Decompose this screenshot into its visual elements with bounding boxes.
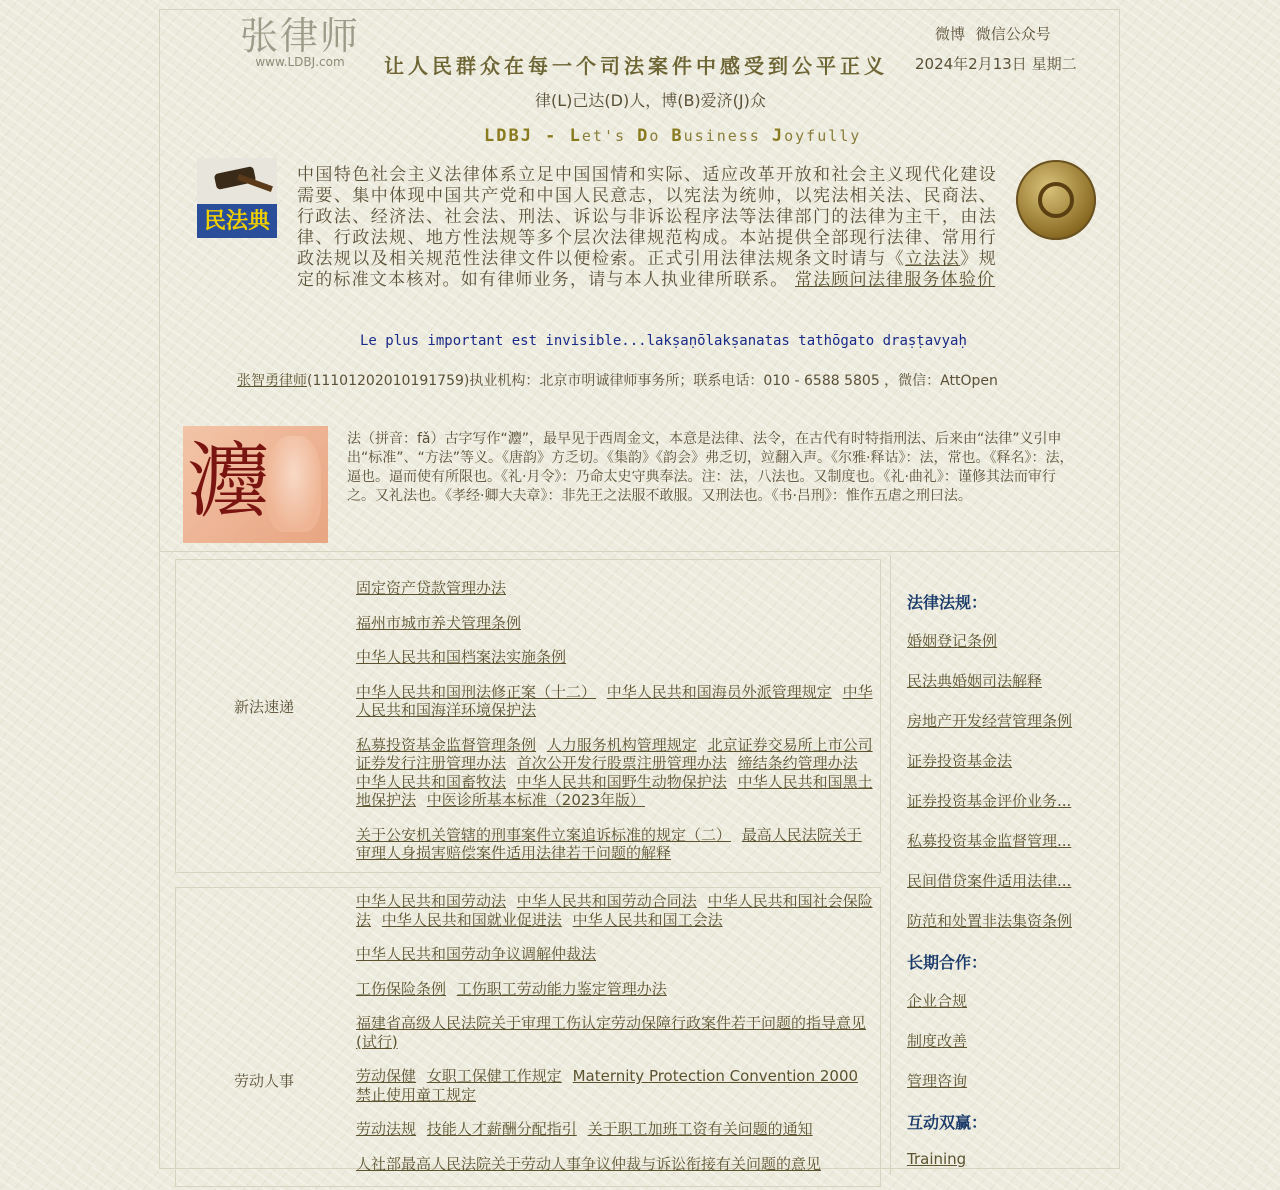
law-link[interactable]: 福州市城市养犬管理条例 — [356, 613, 522, 632]
law-link[interactable]: 女职工保健工作规定 — [426, 1067, 562, 1085]
link-paragraph — [356, 892, 876, 929]
lawyer-contact — [237, 370, 998, 390]
law-link[interactable]: 福建省高级人民法院关于审理工伤认定劳动保障行政案件若干问题的指导意见(试行) — [356, 1014, 867, 1051]
law-link[interactable]: 中华人民共和国野生动物保护法 — [516, 772, 727, 791]
sidebar-item[interactable] — [907, 830, 1107, 870]
sidebar-divider — [890, 555, 891, 1175]
ldbj-word: o — [649, 127, 672, 145]
ldbj-cap-l: L — [569, 126, 582, 146]
sidebar-heading: 长期合作： — [907, 953, 988, 972]
xiezhi-beast-icon — [267, 436, 321, 532]
sidebar-item[interactable] — [907, 670, 1107, 710]
logo-url: www.LDBJ.com — [255, 55, 345, 69]
sidebar-link[interactable]: 制度改善 — [907, 1032, 968, 1050]
site-motto: 律(L)己达(D)人，博(B)爱济(J)众 — [535, 91, 766, 110]
quote-text: Le plus important est invisible...lakṣaṇōlakṣanatas tathōgato draṣṭavyaḥ — [360, 333, 967, 349]
sidebar-item[interactable] — [907, 750, 1107, 790]
fa-definition: 法（拼音：fǎ）古字写作“灋”，最早见于西周金文，本意是法律、法令，在古代有时特指刑法、后来由“法律”义引申出“标准”、“方法”等义。《唐韵》方乏切。《集韵》《韵会》弗乏切，竝翻入声。《尔雅·释诂》：法，常也。《释名》：法，逼也。逼而使有所限也。《礼·月令》：乃命太史守典奉法。注：法，八法也。又制度也。《礼·曲礼》：谨修其法而审行之。又礼法也。《孝经·卿大夫章》：非先王之法服不敢服。又刑法也。《书·吕刑》：惟作五虐之刑曰法。 — [347, 431, 1074, 504]
link-paragraph — [356, 1155, 876, 1174]
sidebar-link[interactable]: Training — [907, 1150, 967, 1168]
link-paragraph — [356, 945, 876, 964]
ldbj-word: et's — [581, 127, 638, 145]
law-link[interactable]: 中华人民共和国海洋环境保护法 — [356, 682, 873, 719]
coin-center — [1038, 182, 1074, 218]
sidebar-item[interactable] — [907, 910, 1107, 950]
ldbj-word: oyfully — [784, 127, 862, 145]
site-logo[interactable] — [240, 14, 360, 69]
law-link[interactable]: 工伤职工劳动能力鉴定管理办法 — [456, 979, 667, 998]
law-link[interactable]: 中华人民共和国黑土地保护法 — [356, 772, 873, 809]
section-link-list — [356, 892, 876, 1189]
sidebar-item[interactable] — [907, 710, 1107, 750]
section-link-list — [356, 579, 876, 879]
sidebar-link[interactable]: 管理咨询 — [907, 1072, 968, 1090]
ldbj-word: usiness — [683, 127, 772, 145]
sidebar-link[interactable]: 房地产开发经营管理条例 — [907, 712, 1073, 730]
law-link[interactable]: 中华人民共和国档案法实施条例 — [356, 648, 567, 666]
law-link[interactable]: 关于公安机关管辖的刑事案件立案追诉标准的规定（二） — [356, 825, 732, 844]
intro-text: 中国特色社会主义法律体系立足中国国情和实际、适应改革开放和社会主义现代化建设需要、集中体现中国共产党和中国人民意志，以宪法为统帅，以宪法相关法、民商法、行政法、经济法、社会法、刑法、诉讼与非诉讼程序法等法律部门的法律为主干，由法律、行政法规、地方性法规等多个层次法律规范构成。本站提供全部现行法律、常用行政法规以及相关规范性法律文件以便检索。正式引用法律法规条文时请与《 — [297, 165, 997, 269]
law-link[interactable]: 最高人民法院关于审理人身损害赔偿案件适用法律若干问题的解释 — [356, 825, 862, 862]
law-link[interactable]: 中华人民共和国社会保险法 — [356, 892, 873, 929]
sidebar-item[interactable] — [907, 630, 1107, 670]
sidebar — [907, 590, 1107, 1190]
coin-emblem-icon — [1016, 160, 1096, 240]
divider — [159, 551, 1120, 552]
sidebar-item[interactable] — [907, 870, 1107, 910]
sidebar-link[interactable]: 防范和处置非法集资条例 — [907, 912, 1073, 930]
current-date: 2024年2月13日 星期二 — [915, 55, 1077, 73]
link-paragraph — [356, 648, 876, 667]
law-link[interactable]: 中华人民共和国就业促进法 — [381, 910, 562, 929]
law-link[interactable]: 首次公开发行股票注册管理办法 — [516, 754, 727, 772]
law-link[interactable]: 缔结条约管理办法 — [737, 754, 858, 772]
law-link[interactable]: 中华人民共和国畜牧法 — [356, 772, 507, 791]
law-link[interactable]: 固定资产贷款管理办法 — [356, 579, 507, 597]
link-paragraph — [356, 1014, 876, 1051]
civil-code-label: 民法典 — [197, 204, 277, 238]
link-paragraph — [356, 614, 876, 633]
sidebar-item — [907, 590, 1107, 630]
sidebar-heading: 互动双赢： — [907, 1113, 988, 1132]
legal-advisor-service-link[interactable]: 常法顾问法律服务体验价 — [795, 270, 996, 290]
contact-details: (11101202010191759)执业机构：北京市明诚律师事务所；联系电话：010 - 6588 5805 ，微信：AttOpen — [307, 373, 998, 389]
sidebar-item[interactable] — [907, 1150, 1107, 1190]
ldbj-cap-d: D — [637, 126, 650, 146]
law-link[interactable]: 北京证券交易所上市公司证券发行注册管理办法 — [356, 735, 873, 772]
section-label: 劳动人事 — [234, 1072, 295, 1090]
sidebar-link[interactable]: 证券投资基金评价业务... — [907, 792, 1072, 810]
law-link[interactable]: 中华人民共和国劳动法 — [356, 892, 507, 910]
ldbj-tagline — [484, 126, 861, 146]
sidebar-link[interactable]: 婚姻登记条例 — [907, 632, 998, 650]
fa-ancient-char: 灋 — [187, 434, 270, 529]
law-link[interactable]: 禁止使用童工规定 — [356, 1085, 477, 1104]
sidebar-link[interactable]: 企业合规 — [907, 992, 968, 1010]
law-link[interactable]: 中华人民共和国海员外派管理规定 — [606, 682, 832, 701]
law-link[interactable]: 中华人民共和国工会法 — [572, 910, 723, 929]
law-link[interactable]: 私募投资基金监督管理条例 — [356, 735, 537, 754]
law-link[interactable]: 关于职工加班工资有关问题的通知 — [587, 1120, 813, 1138]
link-paragraph — [356, 579, 876, 598]
law-link[interactable]: 中华人民共和国劳动争议调解仲裁法 — [356, 945, 597, 963]
law-link[interactable]: 人力服务机构管理规定 — [546, 735, 697, 754]
law-link[interactable]: 技能人才薪酬分配指引 — [426, 1120, 577, 1138]
sidebar-link[interactable]: 证券投资基金法 — [907, 752, 1013, 770]
link-paragraph — [356, 980, 876, 999]
fa-character-image — [183, 426, 328, 543]
link-paragraph — [356, 736, 876, 810]
civil-code-badge[interactable] — [197, 158, 277, 238]
sidebar-item — [907, 1110, 1107, 1150]
law-link[interactable]: 中华人民共和国刑法修正案（十二） — [356, 682, 597, 701]
ldbj-prefix: LDBJ - — [484, 126, 570, 146]
sidebar-link[interactable]: 民间借贷案件适用法律... — [907, 872, 1072, 890]
weibo-link[interactable]: 微博 — [935, 25, 966, 43]
section-new-laws — [175, 559, 881, 873]
law-link[interactable]: 劳动法规 — [356, 1120, 417, 1138]
sidebar-link[interactable]: 私募投资基金监督管理... — [907, 832, 1072, 850]
link-paragraph — [356, 1120, 876, 1139]
link-paragraph — [356, 826, 876, 863]
link-paragraph — [356, 683, 876, 720]
section-label: 新法速递 — [234, 698, 295, 716]
sidebar-item[interactable] — [907, 790, 1107, 830]
law-link[interactable]: 工伤保险条例 — [356, 979, 447, 998]
sidebar-item[interactable] — [907, 1030, 1107, 1070]
ldbj-cap-b: B — [671, 126, 684, 146]
legislation-law-link[interactable]: 立法法 — [905, 249, 961, 269]
sidebar-link[interactable]: 民法典婚姻司法解释 — [907, 672, 1043, 690]
law-link[interactable]: 劳动保健 — [356, 1067, 417, 1085]
law-link[interactable]: 中华人民共和国劳动合同法 — [516, 892, 697, 910]
sidebar-item — [907, 950, 1107, 990]
law-link[interactable]: 人社部最高人民法院关于劳动人事争议仲裁与诉讼衔接有关问题的意见 — [356, 1154, 822, 1173]
site-slogan: 让人民群众在每一个司法案件中感受到公平正义 — [384, 54, 888, 78]
section-labor — [175, 887, 881, 1187]
link-paragraph — [356, 1067, 876, 1104]
law-link[interactable]: 中医诊所基本标准（2023年版） — [426, 791, 645, 809]
social-links — [935, 23, 1057, 44]
intro-paragraph — [297, 165, 997, 291]
law-link[interactable]: Maternity Protection Convention 2000 — [572, 1067, 859, 1085]
logo-title: 张律师 — [240, 14, 361, 58]
sidebar-item[interactable] — [907, 1070, 1107, 1110]
ldbj-cap-j: J — [771, 126, 785, 146]
wechat-link[interactable]: 微信公众号 — [975, 25, 1051, 43]
sidebar-heading: 法律法规： — [907, 593, 988, 612]
intro-text-2: 》规定的标准文本核对。如有律师业务，请与本人执业律所联系。 — [297, 249, 997, 290]
lawyer-name-link[interactable]: 张智勇律师 — [237, 373, 307, 389]
sidebar-item[interactable] — [907, 990, 1107, 1030]
